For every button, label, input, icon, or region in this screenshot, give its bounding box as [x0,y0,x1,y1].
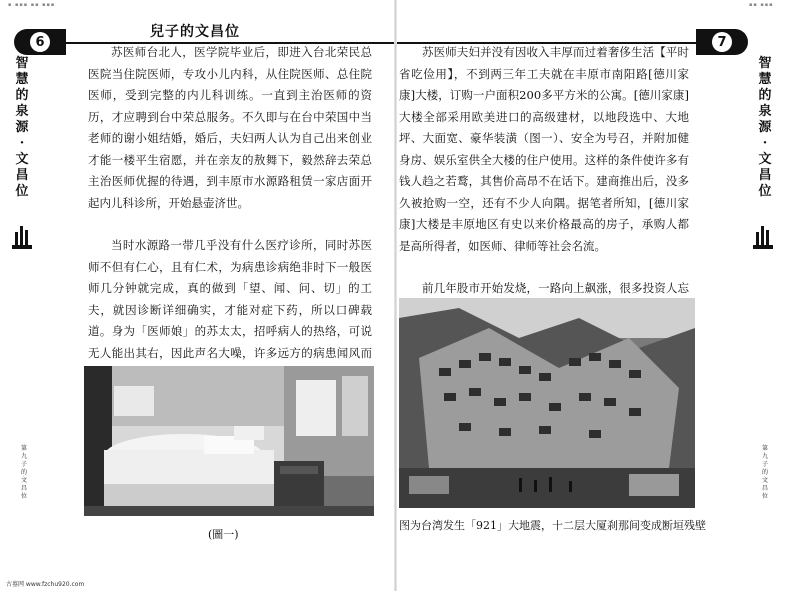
vertical-character: 位 [20,493,27,500]
left-page [0,0,396,591]
pen-holder-icon [755,226,771,246]
vertical-book-title-left [12,56,32,200]
photo-caption-right: 图为台湾发生「921」大地震，十二层大厦刹那间变成断垣残壁 [399,519,706,532]
vertical-character: 文 [20,477,27,484]
vertical-character: 位 [761,493,768,500]
vertical-character: 慧 [15,72,29,87]
vertical-character: · [762,136,768,151]
paragraph: 前几年股市开始发烧，一路向上飙涨，很多投资人忘 [422,281,689,295]
photo-caption-left: (圖一) [208,528,239,541]
vertical-subtitle-left [18,445,30,501]
vertical-character: · [19,136,25,151]
bedroom-photo [84,366,374,516]
vertical-character: 昌 [20,485,27,492]
vertical-character: 昌 [761,485,768,492]
vertical-book-title-right [755,56,775,200]
vertical-character: 源 [758,120,772,135]
vertical-character: 文 [15,152,29,167]
vertical-character: 第 [761,445,768,452]
earthquake-photo [399,298,695,508]
left-body-text [88,42,372,407]
vertical-character: 位 [758,184,772,199]
vertical-character: 智 [15,56,29,71]
vertical-character: 昌 [758,168,772,183]
vertical-character: 智 [758,56,772,71]
top-margin-mark: ▪ ▪▪▪ ▪▪ ▪▪▪ [8,2,56,8]
vertical-character: 泉 [15,104,29,119]
vertical-character: 子 [761,461,768,468]
vertical-character: 的 [761,469,768,476]
vertical-subtitle-right [759,445,771,501]
page-number-tab-right [696,29,748,55]
right-body-text [399,42,689,321]
vertical-character: 慧 [758,72,772,87]
vertical-character: 九 [761,453,768,460]
vertical-character: 昌 [15,168,29,183]
chapter-heading: 兒子的文昌位 [150,24,240,40]
right-page [397,0,793,591]
top-margin-mark: ▪▪ ▪▪▪ [749,2,774,8]
vertical-character: 位 [15,184,29,199]
vertical-character: 的 [15,88,29,103]
vertical-character: 文 [758,152,772,167]
paragraph: 当时水源路一带几乎没有什么医疗诊所，同时苏医师不但有仁心，且有仁术，为病患诊病绝非时下一般医师几分钟就完成，真的做到「望、闻、问、切」的工夫，就因诊断详细确实，才能对症下药，所以口碑载道。身为「医师娘」的苏太太，招呼病人的热络，可说无人能出其右，因此声名大噪，许多远方的病患闻风而 [88,238,372,360]
page-number-tab-left [14,29,66,55]
page-number: 6 [30,32,50,52]
paragraph: 苏医师台北人，医学院毕业后，即进入台北荣民总医院当住院医师，专攻小儿内科，从住院医师、总住院医师，受到完整的内儿科训练。一直到主治医师的资历，才应聘到台中荣总服务。不久即与在台中荣国中当老师的谢小姐结婚，婚后，夫妇两人认为自己出来创业才能一楼平生宿愿，并在亲友的敖舞下，毅然辞去荣总主治医师优握的待遇，到丰原市水源路租赁一家店面开起内儿科诊所，开始悬壶济世。 [88,45,372,210]
site-footer: 古墓网 www.fzchu920.com [6,581,85,588]
vertical-character: 第 [20,445,27,452]
vertical-character: 的 [758,88,772,103]
pen-holder-icon [14,226,30,246]
vertical-character: 源 [15,120,29,135]
vertical-character: 子 [20,461,27,468]
vertical-character: 九 [20,453,27,460]
page-number: 7 [712,32,732,52]
vertical-character: 泉 [758,104,772,119]
vertical-character: 文 [761,477,768,484]
paragraph: 苏医师夫妇并没有因收入丰厚而过着奢侈生活【平时省吃俭用】，不到两三年工夫就在丰原市南阳路[德川家康]大楼，订购一户面积200多平方米的公寓。[德川家康]大楼全部采用欧美进口的高级建材，以地段选中、大地坪、大面宽、豪华装潢（图一）、安全为号召，并附加健身房、娱乐室供全大楼的住户使用。这样的条件使许多有钱人趋之若鹜，其售价高昂不在话下。建商推出后，没多久被抢购一空，还有不少人向隅。据笔者所知，[德川家康]大楼是丰原地区有史以来价格最高的房子，承购人都是高所得者，如医师、律师等社会名流。 [399,45,689,253]
vertical-character: 的 [20,469,27,476]
